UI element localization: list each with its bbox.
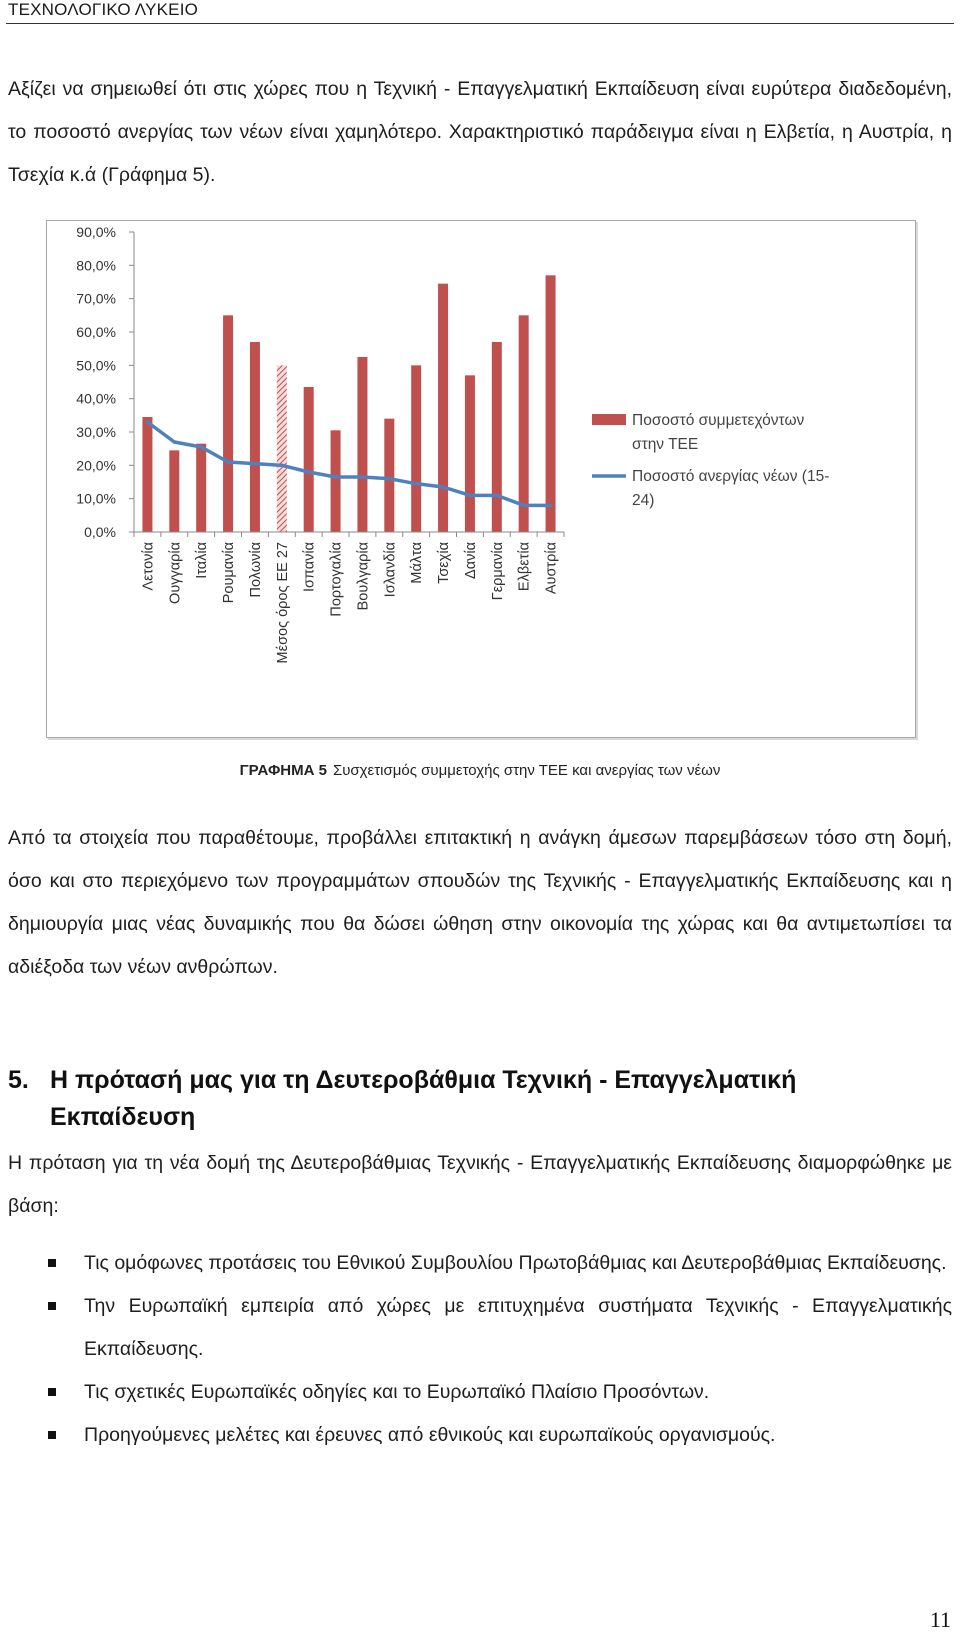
bar <box>492 342 502 532</box>
y-tick-label: 40,0% <box>76 390 116 407</box>
bar <box>250 342 260 532</box>
list-item-text: Τις ομόφωνες προτάσεις του Εθνικού Συμβουλίου Πρωτοβάθμιας και Δευτεροβάθμιας Εκπαίδευσης. <box>84 1252 947 1274</box>
bar <box>519 315 529 532</box>
line-point <box>415 482 418 485</box>
y-tick-label: 90,0% <box>76 224 116 240</box>
legend-label-line: στην ΤΕΕ <box>632 436 699 453</box>
line-point <box>173 440 176 443</box>
chart-svg <box>47 221 915 737</box>
legend-swatch-bar <box>592 414 626 425</box>
list-item-text: Τις σχετικές Ευρωπαϊκές οδηγίες και το Ευρωπαϊκό Πλαίσιο Προσόντων. <box>84 1381 710 1403</box>
x-tick-label: Αυστρία <box>543 542 560 595</box>
bar <box>546 275 556 532</box>
x-tick-label: Ισπανία <box>301 542 318 593</box>
line-point <box>307 470 310 473</box>
list-item <box>8 1242 952 1285</box>
line-point <box>441 485 444 488</box>
list-item-text: Την Ευρωπαϊκή εμπειρία από χώρες με επιτυχημένα συστήματα Τεχνικής - Επαγγελματικής Εκπαίδευσης. <box>84 1295 952 1360</box>
legend-label-line: 24) <box>632 492 655 509</box>
x-tick-label: Μέσος όρος ΕΕ 27 <box>274 542 291 664</box>
bar <box>384 419 394 532</box>
line-point <box>253 462 256 465</box>
legend-label-line: Ποσοστό συμμετεχόντων <box>632 412 805 429</box>
line-point <box>280 464 283 467</box>
bullet-square-icon <box>48 1431 56 1439</box>
caption-label: ΓΡΑΦΗΜΑ 5 <box>239 762 327 779</box>
list-item <box>8 1371 952 1414</box>
line-point <box>361 475 364 478</box>
chart-legend <box>592 412 829 509</box>
bar <box>411 365 421 532</box>
legend-label-line: Ποσοστό ανεργίας νέων (15- <box>632 468 830 485</box>
section-title-line2: Εκπαίδευση <box>50 1103 196 1131</box>
line-point <box>388 477 391 480</box>
unemployment-line <box>147 422 550 505</box>
line-point <box>549 504 552 507</box>
bar-series <box>142 275 555 532</box>
x-tick-label: Ιταλία <box>194 542 211 579</box>
bar <box>223 315 233 532</box>
legend-label-participation <box>632 412 805 453</box>
bar <box>169 450 179 532</box>
x-tick-label: Πολωνία <box>247 542 264 598</box>
x-tick-label: Τσεχία <box>436 542 453 584</box>
bar <box>277 365 287 532</box>
y-tick-label: 70,0% <box>76 290 116 307</box>
figure-caption <box>0 762 960 779</box>
bar <box>331 430 341 532</box>
caption-text: Συσχετισμός συμμετοχής στην ΤΕΕ και ανεργίας των νέων <box>332 762 721 779</box>
line-point <box>334 475 337 478</box>
y-tick-label: 10,0% <box>76 490 116 507</box>
y-tick-label: 80,0% <box>76 257 116 274</box>
x-tick-label: Λετονία <box>140 542 157 591</box>
x-tick-label: Δανία <box>462 542 479 579</box>
x-tick-label: Ουγγαρία <box>167 542 184 604</box>
bar <box>142 417 152 532</box>
bar <box>357 357 367 532</box>
y-tick-label: 20,0% <box>76 457 116 474</box>
x-axis <box>134 532 564 663</box>
x-tick-label: Μάλτα <box>409 542 426 584</box>
list-item <box>8 1285 952 1371</box>
list-item-text: Προηγούμενες μελέτες και έρευνες από εθνικούς και ευρωπαϊκούς οργανισμούς. <box>84 1424 776 1446</box>
y-tick-label: 50,0% <box>76 357 116 374</box>
section-title-line1: Η πρότασή μας για τη Δευτεροβάθμια Τεχνική - Επαγγελματική <box>50 1066 797 1094</box>
y-tick-label: 0,0% <box>84 524 116 540</box>
bullet-square-icon <box>48 1302 56 1310</box>
list-item <box>8 1414 952 1457</box>
proposal-paragraph: Η πρόταση για τη νέα δομή της Δευτεροβάθμιας Τεχνικής - Επαγγελματικής Εκπαίδευσης διαμορφώθηκε με βάση: <box>8 1152 952 1217</box>
section-number: 5. <box>8 1066 29 1094</box>
bar <box>438 284 448 532</box>
bar <box>465 375 475 532</box>
line-point <box>146 420 149 423</box>
x-tick-label: Ελβετία <box>516 542 533 592</box>
line-series <box>146 420 552 507</box>
x-tick-label: Ρουμανία <box>221 542 238 604</box>
x-tick-label: Ισλανδία <box>382 542 399 598</box>
chart-5 <box>46 220 916 738</box>
y-tick-label: 60,0% <box>76 324 116 340</box>
analysis-paragraph: Από τα στοιχεία που παραθέτουμε, προβάλλει επιτακτική η ανάγκη άμεσων παρεμβάσεων τόσο στη δομή, όσο και στο περιεχόμενο των προγραμμάτων σπουδών της Τεχνικής - Επαγγελματικής Εκπαίδευσης και η δημιουργία μιας νέας δυναμικής που θα δώσει ώθηση στην οικονομία της χώρας και θα αντιμετωπίσει τα αδιέξοδα των νέων ανθρώπων. <box>8 827 952 978</box>
line-point <box>226 460 229 463</box>
running-header: ΤΕΧΝΟΛΟΓΙΚΟ ΛΥΚΕΙΟ <box>8 0 199 19</box>
x-tick-label: Πορτογαλία <box>328 542 345 617</box>
y-tick-label: 30,0% <box>76 424 116 440</box>
header-divider <box>6 23 954 24</box>
x-tick-label: Γερμανία <box>489 542 506 601</box>
bullet-square-icon <box>48 1259 56 1267</box>
y-axis <box>76 224 134 540</box>
intro-paragraph: Αξίζει να σημειωθεί ότι στις χώρες που η Τεχνική - Επαγγελματική Εκπαίδευση είναι ευρύτερα διαδεδομένη, το ποσοστό ανεργίας των νέων είναι χαμηλότερο. Χαρακτηριστικό παράδειγμα είναι η Ελβετία, η Αυστρία, η Τσεχία κ.ά (Γράφημα 5). <box>8 78 952 186</box>
line-point <box>468 494 471 497</box>
bar <box>196 444 206 532</box>
bullet-square-icon <box>48 1388 56 1396</box>
bullet-list <box>8 1242 952 1457</box>
section-heading <box>8 1062 952 1136</box>
line-point <box>200 445 203 448</box>
line-point <box>495 494 498 497</box>
page-number: 11 <box>929 1607 951 1632</box>
x-tick-label: Βουλγαρία <box>355 542 372 611</box>
line-point <box>522 504 525 507</box>
bar <box>304 387 314 532</box>
legend-label-unemployment <box>632 468 829 509</box>
